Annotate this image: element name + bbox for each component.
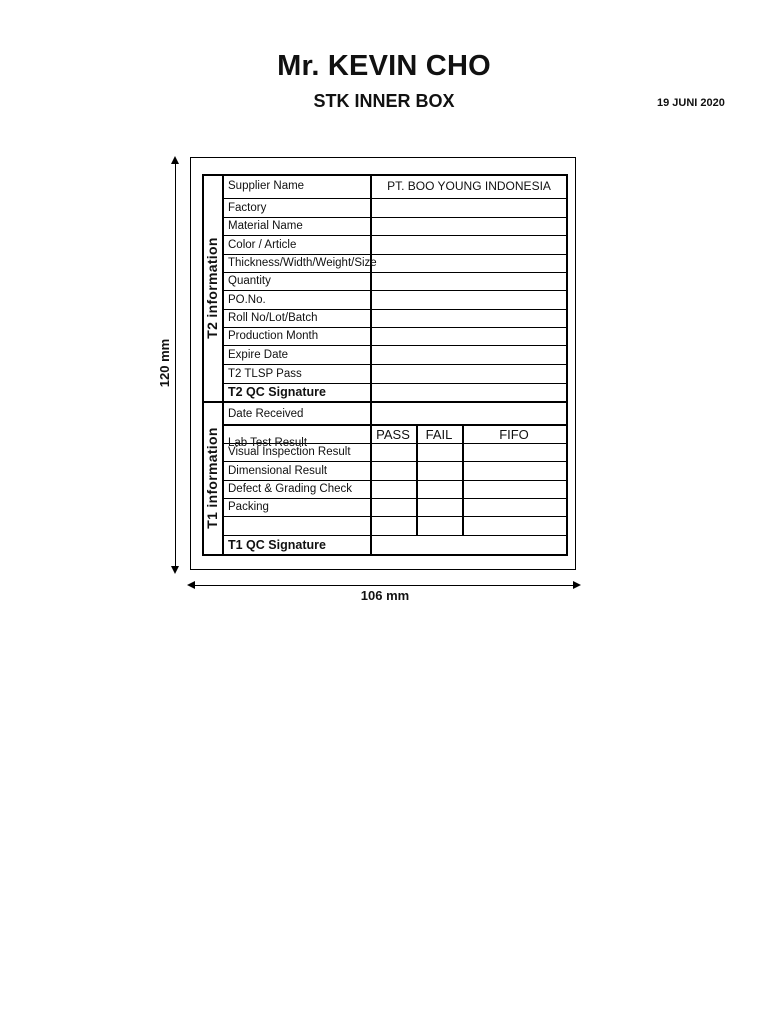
t2-field-label: Color / Article: [228, 238, 297, 251]
t1-row-divider: [222, 516, 566, 517]
t1-check-label: Dimensional Result: [228, 464, 328, 477]
t2-row-divider: [222, 327, 566, 328]
t1-information-section-label: T1 information: [204, 427, 220, 529]
t2-field-label: Roll No/Lot/Batch: [228, 312, 318, 324]
t2-field-label: Expire Date: [228, 348, 289, 361]
t1-check-label: Lab Test Result: [228, 437, 308, 449]
document-subtitle: STK INNER BOX: [313, 91, 455, 111]
t2-information-section-label: T2 information: [204, 237, 220, 339]
arrow-left-icon: [187, 581, 195, 589]
document-title: Mr. KEVIN CHO: [277, 50, 491, 82]
arrow-right-icon: [573, 581, 581, 589]
table-top-border: [202, 174, 567, 176]
width-dimension-line: [190, 585, 578, 586]
width-dimension-label: 106 mm: [360, 588, 410, 603]
t1-row-divider: [222, 535, 566, 536]
table-bottom-border: [202, 554, 567, 556]
t1-check-label: Packing: [228, 501, 269, 513]
t2-field-label: Production Month: [228, 330, 319, 342]
t1-column-header-fifo: FIFO: [499, 426, 529, 442]
t2-row-divider: [222, 217, 566, 218]
t2-field-label: Material Name: [228, 220, 303, 232]
t2-field-label: Factory: [228, 201, 267, 214]
t2-row-divider: [222, 309, 566, 310]
supplier-name-value: PT. BOO YOUNG INDONESIA: [387, 179, 551, 193]
date-received-label: Date Received: [228, 407, 304, 420]
height-dimension-label: 120 mm: [157, 338, 172, 388]
t1-column-header-pass: PASS: [376, 426, 410, 442]
t2-qc-signature-label: T2 QC Signature: [228, 385, 326, 399]
height-dimension-line: [175, 160, 176, 571]
t1-row-divider: [222, 498, 566, 499]
t2-row-divider: [222, 290, 566, 291]
t2-row-divider: [222, 235, 566, 236]
arrow-down-icon: [171, 566, 179, 574]
t2-row-divider: [222, 345, 566, 346]
t2-field-label: T2 TLSP Pass: [228, 367, 302, 380]
t1-row-divider: [222, 461, 566, 462]
t2-field-label: Supplier Name: [228, 180, 305, 192]
t2-row-divider: [222, 254, 566, 255]
t1-row-divider: [222, 424, 566, 426]
t2-row-divider: [222, 198, 566, 199]
section-divider: [202, 401, 567, 403]
t1-row-divider: [222, 480, 566, 481]
t2-row-divider: [222, 364, 566, 365]
table-right-border: [566, 174, 568, 556]
t2-field-label: Quantity: [228, 275, 271, 287]
t1-check-label: Defect & Grading Check: [228, 483, 353, 495]
document-date: 19 JUNI 2020: [657, 97, 725, 109]
t2-row-divider: [222, 272, 566, 273]
t1-check-label: Visual Inspection Result: [228, 446, 351, 458]
t2-field-label: Thickness/Width/Weight/Size: [228, 257, 377, 269]
t1-qc-signature-label: T1 QC Signature: [228, 537, 326, 552]
t2-row-divider: [222, 383, 566, 384]
t2-field-label: PO.No.: [228, 293, 266, 306]
arrow-up-icon: [171, 156, 179, 164]
t1-column-header-fail: FAIL: [425, 426, 453, 442]
